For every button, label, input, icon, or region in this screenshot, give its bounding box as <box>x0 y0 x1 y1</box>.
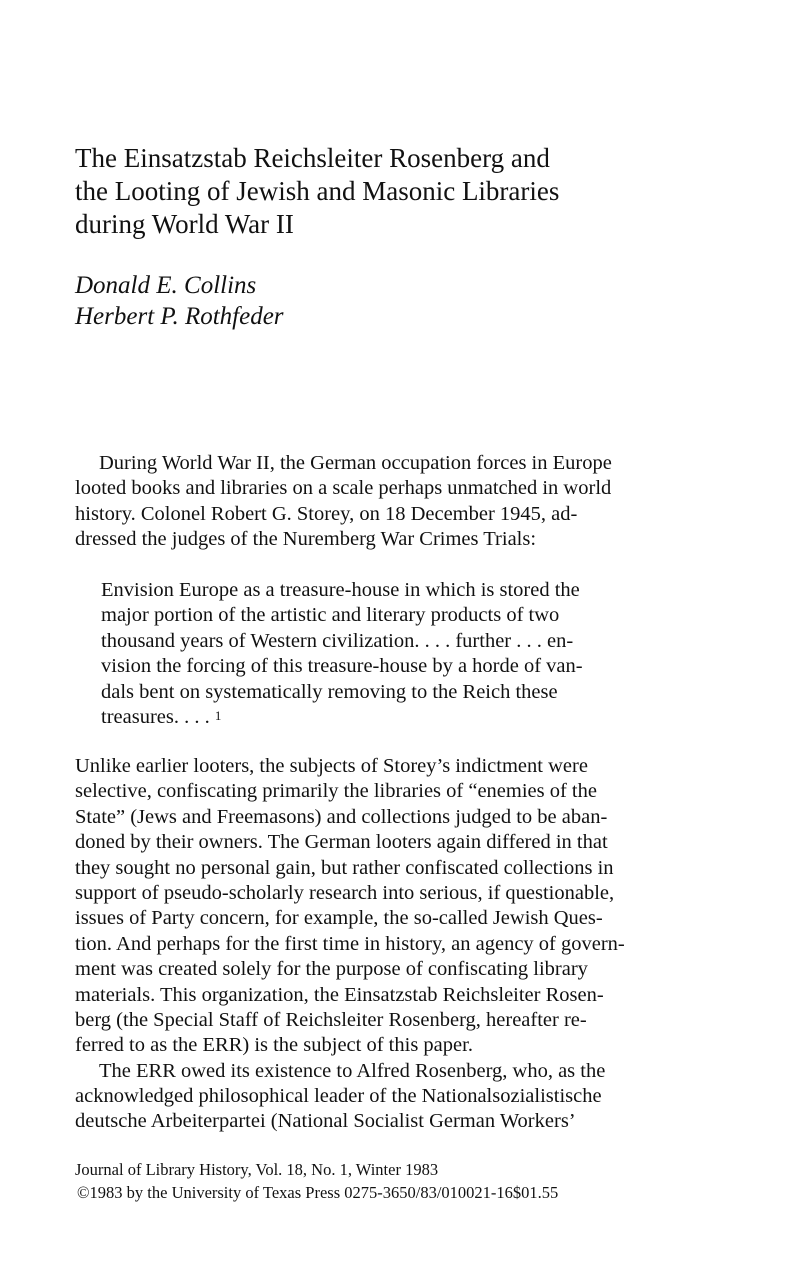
quote-line: thousand years of Western civilization. . . . further . . . en- <box>101 629 574 652</box>
footnote-ref: 1 <box>214 707 222 723</box>
text-line: ment was created solely for the purpose of confiscating library <box>75 958 588 981</box>
text-line: support of pseudo-scholarly research into serious, if questionable, <box>75 881 615 904</box>
text-line: acknowledged philosophical leader of the Nationalsozialistische <box>75 1085 602 1108</box>
text-line: selective, confiscating primarily the libraries of “enemies of the <box>75 780 597 803</box>
text-line: looted books and libraries on a scale perhaps unmatched in world <box>75 477 612 500</box>
text-line: State” (Jews and Freemasons) and collections judged to be aban- <box>75 805 608 828</box>
paragraph-intro <box>75 451 715 553</box>
text-line: tion. And perhaps for the first time in history, an agency of govern- <box>75 932 625 955</box>
page-footer <box>75 1158 735 1204</box>
text-line: history. Colonel Robert G. Storey, on 18 December 1945, ad- <box>75 502 578 525</box>
text-line: they sought no personal gain, but rather confiscated collections in <box>75 856 614 879</box>
block-quote <box>101 578 721 730</box>
author-name: Donald E. Collins <box>75 272 257 299</box>
quote-line: dals bent on systematically removing to the Reich these <box>101 680 558 703</box>
author-list <box>75 270 284 332</box>
quote-line: Envision Europe as a treasure-house in which is stored the <box>101 579 580 601</box>
quote-line: major portion of the artistic and literary products of two <box>101 604 560 627</box>
quote-line-text: treasures. . . . <box>101 705 215 728</box>
text-line: berg (the Special Staff of Reichsleiter Rosenberg, hereafter re- <box>75 1008 587 1031</box>
text-line: Unlike earlier looters, the subjects of Storey’s indictment were <box>75 755 588 777</box>
text-line: dressed the judges of the Nuremberg War Crimes Trials: <box>75 528 537 551</box>
paragraph-body <box>75 754 735 1135</box>
journal-citation: Journal of Library History, Vol. 18, No. 1, Winter 1983 <box>75 1160 439 1179</box>
quote-line: vision the forcing of this treasure-house by a horde of van- <box>101 655 583 678</box>
title-line: the Looting of Jewish and Masonic Libraries <box>75 176 560 206</box>
copyright-line: ©1983 by the University of Texas Press 0275-3650/83/010021-16$01.55 <box>77 1183 559 1202</box>
text-line: doned by their owners. The German looters again differed in that <box>75 831 608 854</box>
title-line: during World War II <box>75 209 294 239</box>
text-line: materials. This organization, the Einsatzstab Reichsleiter Rosen- <box>75 983 604 1006</box>
text-line: deutsche Arbeiterpartei (National Socialist German Workers’ <box>75 1110 576 1133</box>
title-line: The Einsatzstab Reichsleiter Rosenberg and <box>75 143 550 173</box>
text-line: ferred to as the ERR) is the subject of this paper. <box>75 1034 473 1057</box>
author-name: Herbert P. Rothfeder <box>75 303 284 330</box>
text-line: issues of Party concern, for example, the so-called Jewish Ques- <box>75 907 603 930</box>
text-line: The ERR owed its existence to Alfred Rosenberg, who, as the <box>99 1059 606 1082</box>
article-title <box>75 142 715 241</box>
text-line: During World War II, the German occupation forces in Europe <box>99 452 612 474</box>
quote-line-last <box>101 705 721 730</box>
